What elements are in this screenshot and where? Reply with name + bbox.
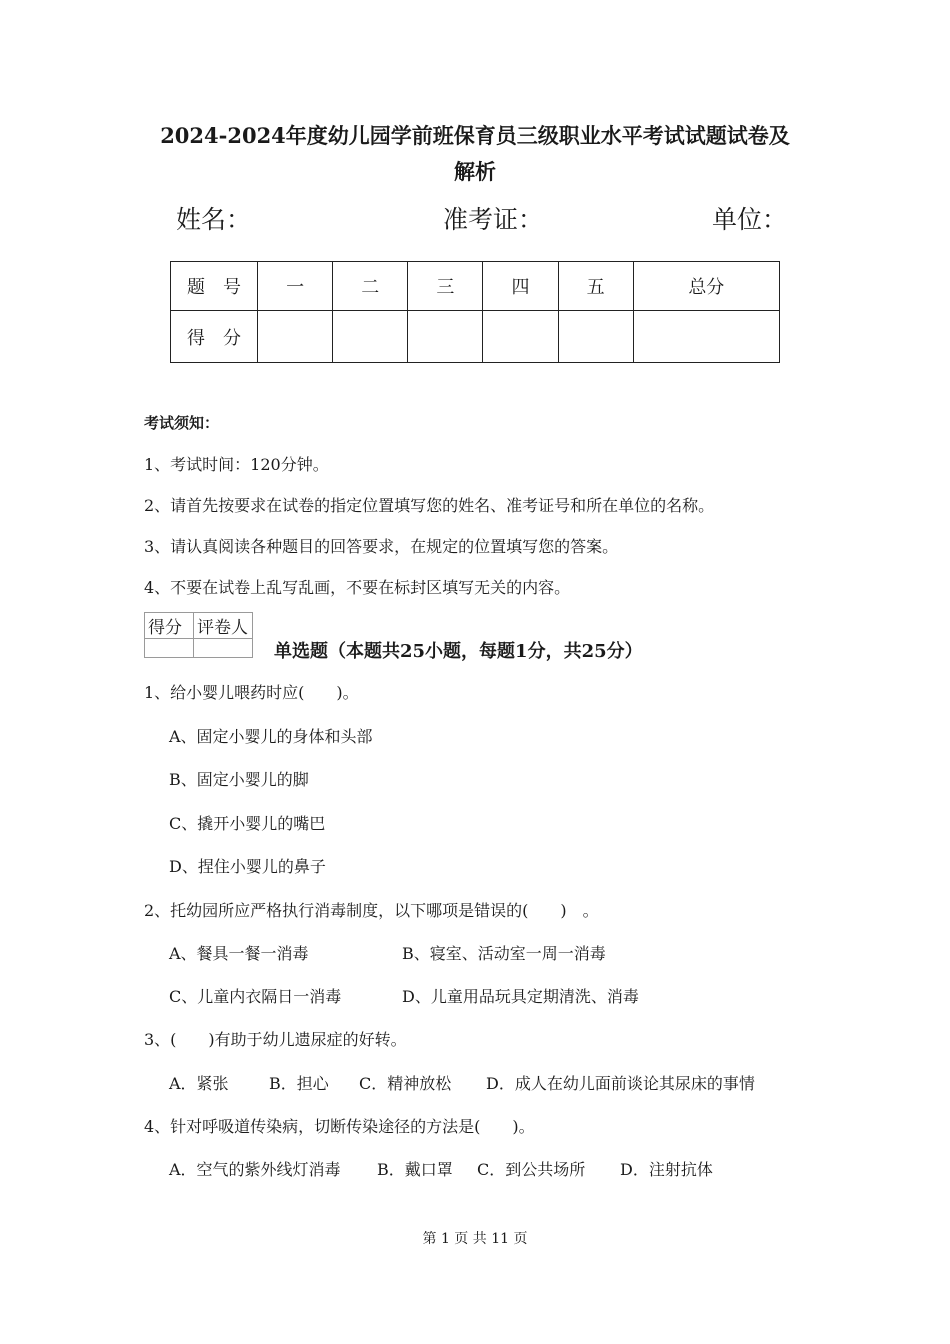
score-table	[170, 261, 780, 363]
name-field-label: 姓名：	[176, 205, 252, 234]
question-3-option-d: D．成人在幼儿面前谈论其尿床的事情	[486, 1074, 755, 1093]
question-3-option-b: B．担心	[269, 1074, 329, 1093]
notice-item-2: 2、请首先按要求在试卷的指定位置填写您的姓名、准考证号和所在单位的名称。	[144, 496, 715, 515]
unit-field-label: 单位：	[712, 205, 788, 234]
score-table-header-row	[171, 262, 780, 311]
question-number-header: 题 号	[171, 262, 258, 311]
score-cell	[483, 311, 558, 363]
column-2: 二	[333, 262, 408, 311]
notice-title: 考试须知：	[144, 414, 220, 432]
question-1-stem: 1、给小婴儿喂药时应( )。	[144, 683, 359, 702]
question-3-option-c: C．精神放松	[359, 1074, 452, 1093]
section-title: 单选题（本题共25小题，每题1分，共25分）	[274, 641, 643, 662]
question-4-stem: 4、针对呼吸道传染病，切断传染途径的方法是( )。	[144, 1117, 535, 1136]
question-1-option-d: D、捏住小婴儿的鼻子	[169, 857, 326, 876]
question-4-option-b: B．戴口罩	[377, 1160, 453, 1179]
grader-name-label: 评卷人	[194, 613, 253, 639]
question-4-option-c: C．到公共场所	[477, 1160, 586, 1179]
score-cell	[408, 311, 483, 363]
question-1-option-a: A、固定小婴儿的身体和头部	[169, 727, 373, 746]
question-2-option-a: A、餐具一餐一消毒	[169, 944, 309, 963]
exam-id-field-label: 准考证：	[443, 205, 544, 234]
score-row-header: 得 分	[171, 311, 258, 363]
question-2-option-c: C、儿童内衣隔日一消毒	[169, 987, 342, 1006]
grader-table	[144, 612, 253, 658]
notice-item-3: 3、请认真阅读各种题目的回答要求，在规定的位置填写您的答案。	[144, 537, 619, 556]
grader-score-cell	[145, 639, 194, 658]
question-1-option-b: B、固定小婴儿的脚	[169, 770, 309, 789]
notice-item-4: 4、不要在试卷上乱写乱画，不要在标封区填写无关的内容。	[144, 578, 571, 597]
question-2-option-b: B、寝室、活动室一周一消毒	[402, 944, 606, 963]
question-1-option-c: C、撬开小婴儿的嘴巴	[169, 814, 326, 833]
score-cell	[258, 311, 333, 363]
score-cell	[333, 311, 408, 363]
title-line-1: 2024-2024年度幼儿园学前班保育员三级职业水平考试试题试卷及	[160, 123, 790, 148]
grader-score-label: 得分	[145, 613, 194, 639]
column-5: 五	[558, 262, 633, 311]
question-4-option-a: A．空气的紫外线灯消毒	[169, 1160, 341, 1179]
column-3: 三	[408, 262, 483, 311]
notice-item-1: 1、考试时间：120分钟。	[144, 455, 329, 474]
document-title	[120, 118, 830, 190]
question-2-stem: 2、托幼园所应严格执行消毒制度，以下哪项是错误的( ) 。	[144, 901, 599, 920]
column-1: 一	[258, 262, 333, 311]
score-table-score-row	[171, 311, 780, 363]
score-cell	[558, 311, 633, 363]
question-3-stem: 3、( )有助于幼儿遗尿症的好转。	[144, 1030, 407, 1049]
title-line-2: 解析	[454, 159, 496, 184]
question-4-option-d: D．注射抗体	[620, 1160, 713, 1179]
page-footer: 第 1 页 共 11 页	[422, 1231, 528, 1247]
score-cell	[633, 311, 779, 363]
question-3-option-a: A．紧张	[169, 1074, 229, 1093]
column-total: 总分	[633, 262, 779, 311]
column-4: 四	[483, 262, 558, 311]
grader-name-cell	[194, 639, 253, 658]
question-2-option-d: D、儿童用品玩具定期清洗、消毒	[402, 987, 639, 1006]
